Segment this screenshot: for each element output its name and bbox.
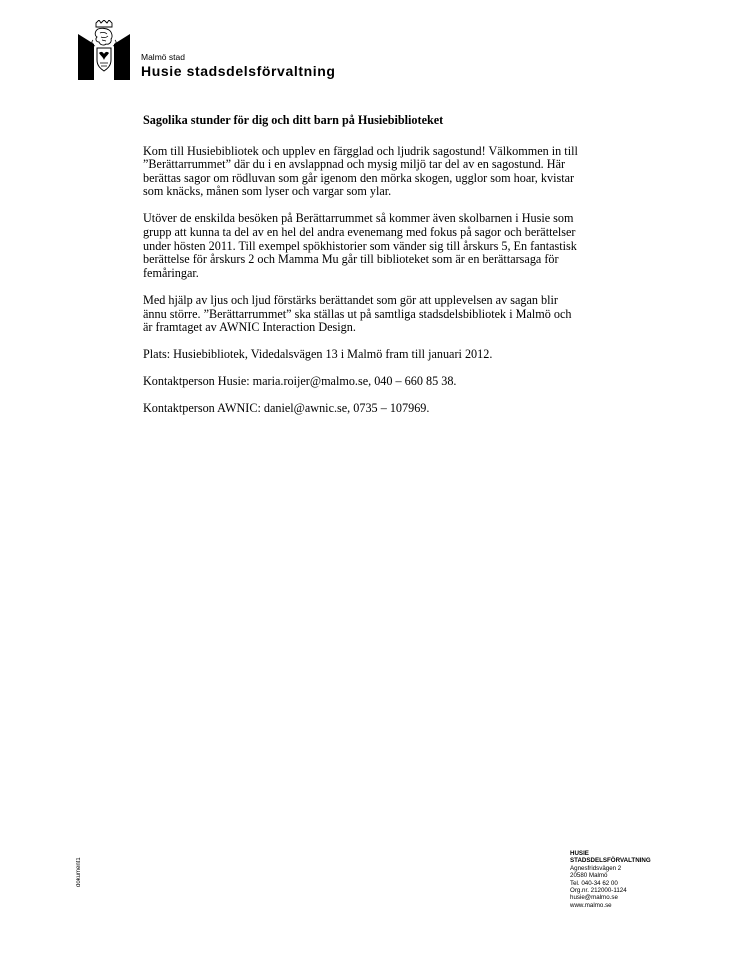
footer-org-line2: STADSDELSFÖRVALTNING bbox=[570, 857, 651, 865]
paragraph-light-sound: Med hjälp av ljus och ljud förstärks berättandet som gör att upplevelsen av sagan blir ännu större. ”Berättarrummet” ska ställas ut på samtliga stadsdelsbibliotek i Malmö och är framtaget av AWNIC Interaction Design. bbox=[143, 292, 572, 335]
header-org bbox=[141, 52, 336, 79]
document-title: Sagolika stunder för dig och ditt barn på Husiebiblioteket bbox=[143, 113, 444, 127]
paragraph-contact-awnic: Kontaktperson AWNIC: daniel@awnic.se, 0735 – 107969. bbox=[143, 401, 430, 416]
footer-org-line1: HUSIE bbox=[570, 850, 589, 857]
footer-postal: 20580 Malmö bbox=[570, 872, 608, 880]
footer-street: Agnesfridsvägen 2 bbox=[570, 864, 622, 872]
footer-email: husie@malmo.se bbox=[570, 894, 618, 902]
footer-address-block bbox=[570, 850, 651, 909]
document-filename-label: dokument1 bbox=[76, 857, 82, 887]
footer-website: www.malmo.se bbox=[570, 901, 612, 909]
malmo-coat-of-arms-icon bbox=[78, 20, 130, 80]
footer-phone: Tel. 040-34 62 00 bbox=[570, 879, 618, 887]
paragraph-intro: Kom till Husiebibliotek och upplev en färgglad och ljudrik sagostund! Välkommen in till ”Berättarrummet” där du i en avslappnad och mysig miljö tar del av en sagostund. Här berättas sagor om rödluvan som går igenom den mörka skogen, ugglor som hoar, kvistar som knäcks, månen som lyser och vargar som ylar. bbox=[143, 143, 578, 199]
footer-orgnr: Org.nr. 212000-1124 bbox=[570, 887, 627, 895]
paragraph-location: Plats: Husiebibliotek, Videdalsvägen 13 i Malmö fram till januari 2012. bbox=[143, 347, 493, 362]
paragraph-events: Utöver de enskilda besöken på Berättarrummet så kommer även skolbarnen i Husie som grupp att kunna ta del av en hel del andra evenemang med fokus på sagor och berättelser under hösten 2011. Till exempel spökhistorier som vänder sig till årskurs 5, En fantastisk berättelse för årskurs 2 och Mamma Mu går till biblioteket som är en berättarsaga för femåringar. bbox=[143, 211, 577, 280]
paragraph-contact-husie: Kontaktperson Husie: maria.roijer@malmo.se, 040 – 660 85 38. bbox=[143, 374, 457, 389]
document-body bbox=[143, 114, 583, 430]
org-name-large: Husie stadsdelsförvaltning bbox=[141, 63, 336, 79]
org-name-small: Malmö stad bbox=[141, 52, 185, 62]
